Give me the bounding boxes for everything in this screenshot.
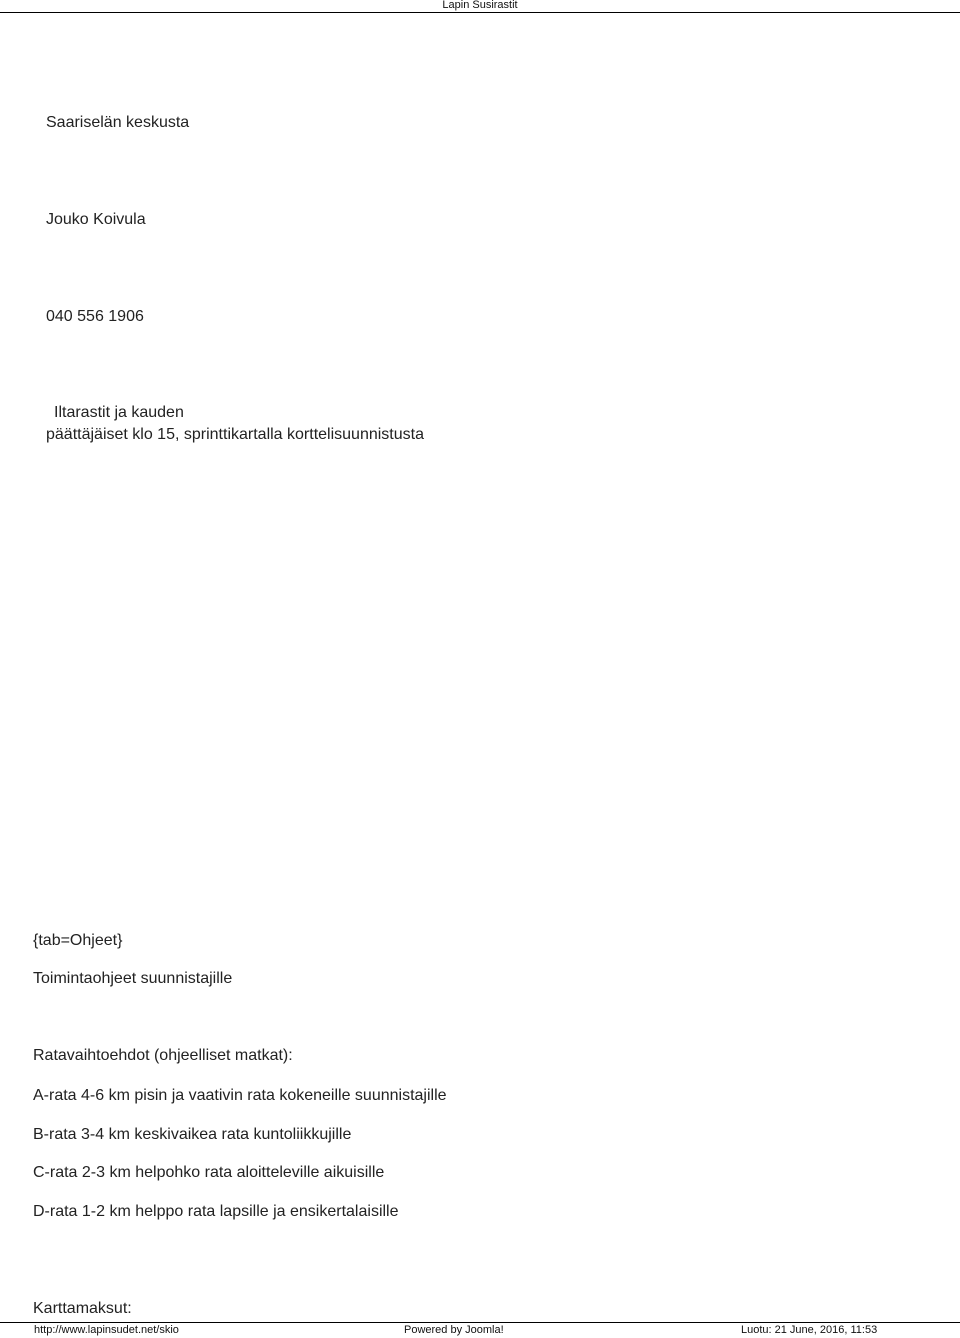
tab-marker: {tab=Ohjeet} xyxy=(33,932,123,949)
site-title: Lapin Susirastit xyxy=(442,0,518,11)
course-b: B-rata 3-4 km keskivaikea rata kuntoliikkujille xyxy=(33,1126,352,1143)
course-c: C-rata 2-3 km helpohko rata aloitteleville aikuisille xyxy=(33,1164,385,1181)
schedule-line-1: Iltarastit ja kauden xyxy=(54,404,184,421)
event-location: Saariselän keskusta xyxy=(46,114,190,131)
course-a: A-rata 4-6 km pisin ja vaativin rata kokeneille suunnistajille xyxy=(33,1087,447,1104)
instructions-heading: Toimintaohjeet suunnistajille xyxy=(33,970,233,987)
footer-powered-by: Powered by Joomla! xyxy=(404,1324,504,1336)
course-d: D-rata 1-2 km helppo rata lapsille ja ensikertalaisille xyxy=(33,1203,399,1220)
header-divider xyxy=(0,12,960,13)
contact-name: Jouko Koivula xyxy=(46,211,146,228)
footer-url: http://www.lapinsudet.net/skio xyxy=(34,1324,179,1336)
footer-divider xyxy=(0,1322,960,1323)
contact-phone: 040 556 1906 xyxy=(46,308,144,325)
fees-heading: Karttamaksut: xyxy=(33,1300,132,1317)
courses-heading: Ratavaihtoehdot (ohjeelliset matkat): xyxy=(33,1047,293,1064)
schedule-line-2: päättäjäiset klo 15, sprinttikartalla korttelisuunnistusta xyxy=(46,426,424,443)
footer-created-date: Luotu: 21 June, 2016, 11:53 xyxy=(741,1324,878,1336)
